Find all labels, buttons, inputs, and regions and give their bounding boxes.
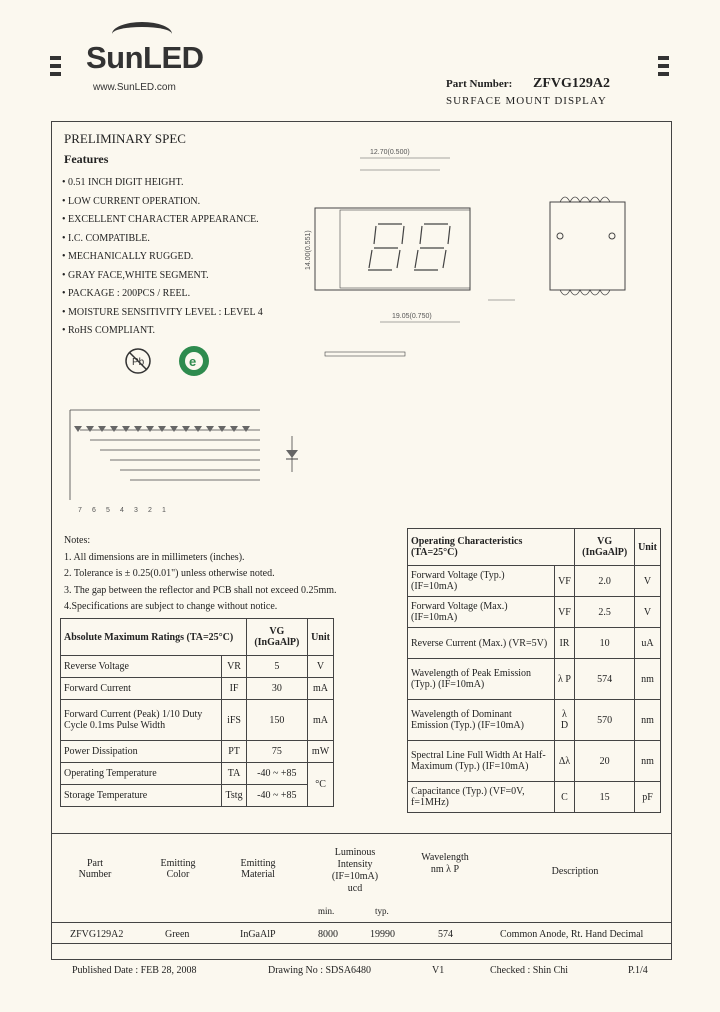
table-row: [408, 659, 661, 700]
table-cell: 15: [575, 782, 635, 813]
table-header: Operating Characteristics (TA=25°C): [408, 529, 575, 566]
note-item: 4.Specifications are subject to change without notice.: [64, 601, 278, 612]
table-cell: 2.5: [575, 597, 635, 628]
table-cell: Capacitance (Typ.) (VF=0V, f=1MHz): [408, 782, 555, 813]
table-cell: 10: [575, 628, 635, 659]
table-row: [408, 597, 661, 628]
row-emitting-material: InGaAlP: [240, 929, 276, 940]
col-min: min.: [318, 906, 335, 916]
table-cell: pF: [635, 782, 661, 813]
table-cell: V: [635, 566, 661, 597]
pb-free-icon: [126, 349, 150, 373]
company-logo: SunLED: [86, 40, 204, 75]
pin-number: 1: [162, 507, 166, 514]
right-bar-1: [658, 56, 669, 60]
feature-item: • RoHS COMPLIANT.: [62, 325, 156, 336]
table-header: VG (InGaAlP): [246, 619, 308, 656]
col-emitting-material: Emitting Material: [240, 858, 276, 880]
dim-top-label: 12.70(0.500): [370, 149, 410, 156]
table-cell: V: [635, 597, 661, 628]
table-cell: Δλ: [554, 741, 575, 782]
table-cell: nm: [635, 659, 661, 700]
table-cell: -40 ~ +85: [246, 763, 308, 785]
company-url: www.SunLED.com: [93, 82, 176, 93]
feature-item: • MOISTURE SENSITIVITY LEVEL : LEVEL 4: [62, 306, 263, 318]
table-header: VG (InGaAlP): [575, 529, 635, 566]
table-cell: V: [308, 656, 334, 678]
note-item: 2. Tolerance is ± 0.25(0.01") unless otherwise noted.: [64, 568, 275, 579]
table-cell: 2.0: [575, 566, 635, 597]
table-cell: VF: [554, 597, 575, 628]
table-cell: Reverse Voltage: [61, 656, 222, 678]
circuit-diagram: [60, 380, 320, 520]
table-cell: PT: [222, 741, 246, 763]
table-cell: Spectral Line Full Width At Half-Maximum (Typ.) (IF=10mA): [408, 741, 555, 782]
right-bar-2: [658, 64, 669, 68]
feature-item: • 0.51 INCH DIGIT HEIGHT.: [62, 177, 184, 188]
pin-number: 5: [106, 507, 110, 514]
features-list: [62, 174, 263, 341]
right-bar-3: [658, 72, 669, 76]
feature-item: • MECHANICALLY RUGGED.: [62, 251, 194, 262]
published-date: Published Date : FEB 28, 2008: [72, 965, 197, 976]
table-cell: λ D: [554, 700, 575, 741]
table-row: [61, 741, 334, 763]
table-row: [408, 782, 661, 813]
table-row: [408, 700, 661, 741]
table-cell: uA: [635, 628, 661, 659]
feature-item: • GRAY FACE,WHITE SEGMENT.: [62, 269, 209, 281]
svg-text:Pb: Pb: [132, 357, 145, 368]
col-emitting-color: Emitting Color: [160, 858, 196, 880]
notes-title: Notes:: [64, 535, 91, 546]
table-cell: Tstg: [222, 785, 246, 807]
table-row: [61, 763, 334, 785]
table-cell: Wavelength of Dominant Emission (Typ.) (IF=10mA): [408, 700, 555, 741]
dim-side-label: 14.00(0.551): [305, 230, 312, 270]
table-cell: °C: [308, 763, 334, 807]
version: V1: [432, 965, 445, 976]
row-emitting-color: Green: [165, 929, 190, 940]
table-cell: -40 ~ +85: [246, 785, 308, 807]
feature-item: • EXCELLENT CHARACTER APPEARANCE.: [62, 214, 259, 225]
table-row: [408, 741, 661, 782]
part-number: ZFVG129A2: [533, 76, 610, 91]
diode-symbol: [282, 436, 302, 472]
table-cell: Operating Temperature: [61, 763, 222, 785]
left-bar-3: [50, 72, 61, 76]
table-cell: Forward Current: [61, 678, 222, 700]
dimension-drawing: [290, 140, 660, 370]
note-item: 3. The gap between the reflector and PCB shall not exceed 0.25mm.: [64, 584, 337, 596]
table-cell: C: [554, 782, 575, 813]
table-row: [61, 678, 334, 700]
table-row: [408, 628, 661, 659]
operating-characteristics-table: [407, 528, 661, 813]
display-body: [315, 208, 470, 290]
col-luminous-intensity: Luminous Intensity (IF=10mA) ucd: [331, 847, 379, 894]
table-cell: VF: [554, 566, 575, 597]
row-part-number: ZFVG129A2: [70, 929, 124, 940]
table-cell: TA: [222, 763, 246, 785]
table-header: Unit: [635, 529, 661, 566]
part-number-label: Part Number:: [446, 78, 513, 90]
table-cell: 570: [575, 700, 635, 741]
table-cell: λ P: [554, 659, 575, 700]
page-number: P.1/4: [628, 965, 648, 976]
selection-divider-top: [52, 833, 671, 834]
table-cell: Forward Voltage (Max.) (IF=10mA): [408, 597, 555, 628]
col-wavelength: Wavelength nm λ P: [421, 852, 469, 875]
row-wavelength: 574: [438, 929, 453, 940]
absolute-max-ratings-table: [60, 618, 334, 807]
selection-divider-mid: [52, 922, 671, 923]
table-cell: 30: [246, 678, 308, 700]
table-cell: mA: [308, 678, 334, 700]
pin-number: 2: [148, 507, 152, 514]
table-cell: mA: [308, 700, 334, 741]
table-cell: 20: [575, 741, 635, 782]
table-cell: nm: [635, 700, 661, 741]
pin-number: 4: [120, 507, 124, 514]
rohs-icon: [179, 346, 209, 376]
col-part-number: Part Number: [78, 858, 112, 880]
table-cell: Storage Temperature: [61, 785, 222, 807]
table-cell: 75: [246, 741, 308, 763]
compliance-icons: [122, 343, 232, 383]
table-cell: Reverse Current (Max.) (VR=5V): [408, 628, 555, 659]
pin-number: 7: [78, 507, 82, 514]
table-cell: Power Dissipation: [61, 741, 222, 763]
table-header-row: [61, 619, 334, 656]
feature-item: • LOW CURRENT OPERATION.: [62, 195, 201, 207]
table-row: [61, 700, 334, 741]
table-cell: IF: [222, 678, 246, 700]
row-typ-intensity: 19990: [370, 929, 395, 940]
table-cell: nm: [635, 741, 661, 782]
pin-number: 3: [134, 507, 138, 514]
pin-number: 6: [92, 507, 96, 514]
table-cell: 574: [575, 659, 635, 700]
table-cell: Forward Current (Peak) 1/10 Duty Cycle 0.1ms Pulse Width: [61, 700, 222, 741]
table-cell: IR: [554, 628, 575, 659]
feature-item: • PACKAGE : 200PCS / REEL.: [62, 288, 191, 299]
table-cell: Wavelength of Peak Emission (Typ.) (IF=10mA): [408, 659, 555, 700]
dim-bottom-label: 19.05(0.750): [392, 313, 432, 320]
side-view: [550, 202, 625, 290]
drawing-number: Drawing No : SDSA6480: [268, 965, 372, 976]
selection-divider-bottom: [52, 943, 671, 944]
checked-by: Checked : Shin Chi: [490, 965, 569, 976]
col-typ: typ.: [375, 906, 389, 916]
feature-item: • I.C. COMPATIBLE.: [62, 232, 150, 244]
svg-text:7 6 5 4 3: [78, 507, 166, 514]
table-row: [408, 566, 661, 597]
table-row: [61, 656, 334, 678]
row-min-intensity: 8000: [318, 929, 338, 940]
features-title: Features: [64, 152, 109, 166]
table-header: Unit: [308, 619, 334, 656]
product-subtitle: SURFACE MOUNT DISPLAY: [446, 95, 607, 107]
table-header-row: [408, 529, 661, 566]
table-cell: mW: [308, 741, 334, 763]
table-cell: 5: [246, 656, 308, 678]
notes-block: [64, 533, 337, 616]
table-cell: 150: [246, 700, 308, 741]
row-description: Common Anode, Rt. Hand Decimal: [500, 929, 644, 940]
col-description: Description: [551, 866, 599, 877]
table-cell: VR: [222, 656, 246, 678]
table-cell: iFS: [222, 700, 246, 741]
left-bar-2: [50, 64, 61, 68]
table-cell: Forward Voltage (Typ.) (IF=10mA): [408, 566, 555, 597]
svg-text:e: e: [189, 354, 197, 369]
left-bar-1: [50, 56, 61, 60]
digit-segments: [368, 224, 450, 270]
spec-title: PRELIMINARY SPEC: [64, 131, 186, 146]
note-item: 1. All dimensions are in millimeters (inches).: [64, 551, 245, 563]
table-row: [61, 785, 334, 807]
table-header: Absolute Maximum Ratings (TA=25°C): [61, 619, 247, 656]
